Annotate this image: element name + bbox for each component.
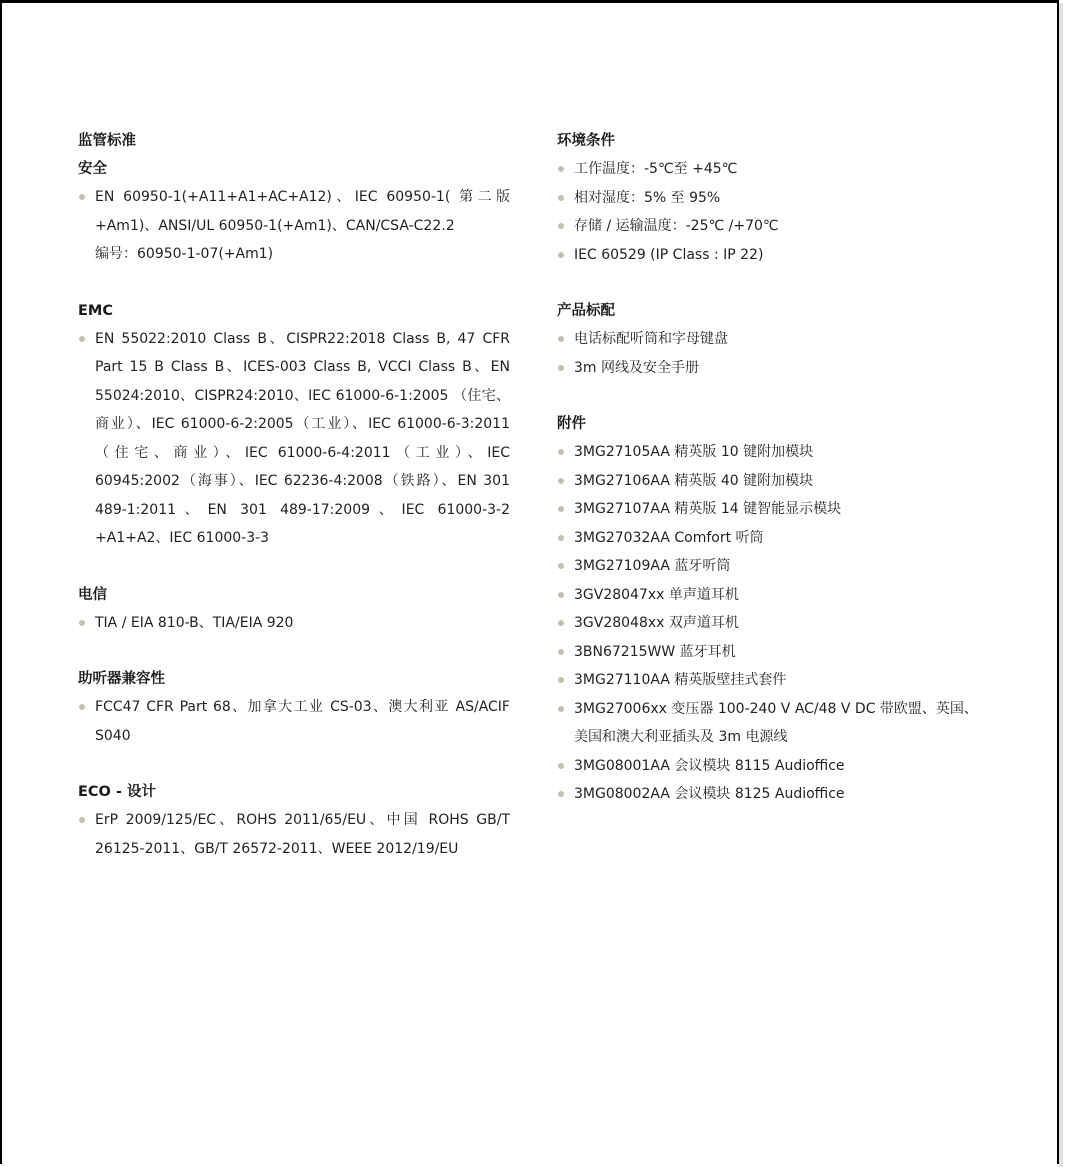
list-item: [557, 241, 997, 270]
list-item-text: TIA / EIA 810-B、TIA/EIA 920: [95, 614, 294, 631]
list-item: [557, 752, 997, 781]
list-item: [557, 467, 997, 496]
list-item-text: 3GV28047xx 单声道耳机: [574, 586, 739, 603]
bullet-dot: [558, 506, 564, 512]
list-item-text: IEC 60529 (IP Class : IP 22): [574, 246, 764, 263]
section-title-regulatory: 监管标准: [78, 133, 136, 149]
list-item: [557, 666, 997, 695]
list-item: [557, 638, 997, 667]
list-item: [557, 552, 997, 581]
accessories-list: [557, 438, 997, 809]
bullet-dot: [558, 763, 564, 769]
list-item-text: 相对湿度：5% 至 95%: [574, 189, 721, 206]
bullet-dot: [79, 620, 85, 626]
bullet-dot: [558, 252, 564, 258]
list-item: [557, 155, 997, 184]
list-item: [557, 325, 997, 354]
bullet-dot: [558, 677, 564, 683]
subheading-hearing-aid: 助听器兼容性: [78, 671, 165, 687]
subheading-telecom: 电信: [78, 586, 107, 603]
list-item-text: 3MG27032AA Comfort 听筒: [574, 529, 764, 546]
section-environment: [557, 127, 997, 269]
list-item-text: 3GV28048xx 双声道耳机: [574, 615, 739, 631]
list-item-text: 电话标配听筒和字母键盘: [574, 331, 728, 347]
list-item-text: FCC47 CFR Part 68、加拿大工业 CS-03、澳大利亚 AS/ACIF S040: [95, 699, 510, 744]
bullet-dot: [558, 223, 564, 229]
emc-list: [78, 325, 510, 553]
telecom-list: [78, 609, 510, 638]
list-item-continuation: 编号：60950-1-07(+Am1): [95, 246, 274, 262]
bullet-dot: [558, 620, 564, 626]
bullet-dot: [558, 195, 564, 201]
list-item-text: 3MG27110AA 精英版壁挂式套件: [574, 672, 787, 688]
subheading-emc: EMC: [78, 302, 113, 319]
list-item-text: 3MG27006xx 变压器 100-240 V AC/48 V DC 带欧盟、英国、美国和澳大利亚插头及 3m 电源线: [574, 700, 978, 745]
eco-list: [78, 806, 510, 863]
list-item: [557, 609, 997, 638]
list-item: [557, 184, 997, 213]
package-list: [557, 325, 997, 382]
bullet-dot: [558, 791, 564, 797]
bullet-dot: [558, 592, 564, 598]
list-item-text: 3MG08001AA 会议模块 8115 Audioffice: [574, 757, 845, 774]
bullet-dot: [558, 336, 564, 342]
safety-list: [78, 183, 510, 269]
bullet-dot: [558, 649, 564, 655]
list-item-text: 工作温度：-5℃至 +45℃: [574, 161, 738, 177]
section-hearing-aid: [78, 665, 510, 750]
section-package: [557, 297, 997, 382]
section-eco: [78, 778, 510, 863]
list-item: [557, 438, 997, 467]
bullet-dot: [558, 365, 564, 371]
subheading-eco: ECO - 设计: [78, 784, 156, 800]
environment-list: [557, 155, 997, 269]
subheading-safety: 安全: [78, 161, 107, 177]
list-item: [557, 524, 997, 553]
list-item: [557, 495, 997, 524]
page-edge-shadow: [1059, 3, 1063, 1167]
list-item-text: EN 55022:2010 Class B、CISPR22:2018 Class B, 47 CFR Part 15 B Class B、ICES-003 Class B, VCCI Class B、EN 55024:2010、CISPR24:2010、IEC 61000-6-1:2005 （住宅、商业）、IEC 61000-6-2:2005（工业）、IEC 61000-6-3:2011（住宅、商业）、IEC 61000-6-4:2011（工业）、IEC 60945:2002（海事）、IEC 62236-4:2008（铁路）、EN 301 489-1:2011、EN 301 489-17:2009、IEC 61000-3-2 +A1+A2、IEC 61000-3-3: [95, 330, 510, 546]
list-item-text: 3m 网线及安全手册: [574, 359, 699, 376]
section-emc: [78, 297, 510, 553]
subheading-accessories: 附件: [557, 416, 586, 432]
list-item-text: EN 60950-1(+A11+A1+AC+A12)、IEC 60950-1( 第二版 +Am1)、ANSI/UL 60950-1(+Am1)、CAN/CSA-C22.2: [95, 189, 510, 234]
right-column: [557, 127, 997, 837]
list-item: [78, 693, 510, 750]
hearing-aid-list: [78, 693, 510, 750]
list-item: [557, 695, 986, 752]
bullet-dot: [79, 704, 85, 710]
list-item: [557, 212, 997, 241]
list-item: [78, 325, 510, 553]
list-item-text: 3MG27106AA 精英版 40 键附加模块: [574, 472, 814, 489]
bullet-dot: [558, 535, 564, 541]
subheading-package: 产品标配: [557, 303, 615, 319]
list-item: [557, 780, 997, 809]
section-telecom: [78, 581, 510, 638]
bullet-dot: [79, 817, 85, 823]
bullet-dot: [558, 706, 564, 712]
list-item-text: 3MG08002AA 会议模块 8125 Audioffice: [574, 786, 845, 802]
list-item: [78, 609, 510, 638]
list-item-text: 3MG27109AA 蓝牙听筒: [574, 558, 731, 574]
list-item-text: 3MG27105AA 精英版 10 键附加模块: [574, 444, 814, 460]
bullet-dot: [558, 449, 564, 455]
bullet-dot: [79, 336, 85, 342]
subheading-environment: 环境条件: [557, 133, 615, 149]
list-item-text: 存储 / 运输温度：-25℃ /+70℃: [574, 218, 779, 234]
list-item-text: 3MG27107AA 精英版 14 键智能显示模块: [574, 501, 842, 517]
bullet-dot: [558, 563, 564, 569]
bullet-dot: [558, 478, 564, 484]
list-item: [557, 581, 997, 610]
section-accessories: [557, 410, 997, 809]
list-item: [557, 354, 997, 383]
list-item-text: 3BN67215WW 蓝牙耳机: [574, 643, 736, 660]
bullet-dot: [558, 166, 564, 172]
left-column: [78, 127, 510, 891]
list-item: [78, 183, 510, 269]
list-item: [78, 806, 510, 863]
section-regulatory: [78, 127, 510, 269]
bullet-dot: [79, 194, 85, 200]
list-item-text: ErP 2009/125/EC、ROHS 2011/65/EU、中国 ROHS GB/T 26125-2011、GB/T 26572-2011、WEEE 2012/19/EU: [95, 812, 510, 857]
